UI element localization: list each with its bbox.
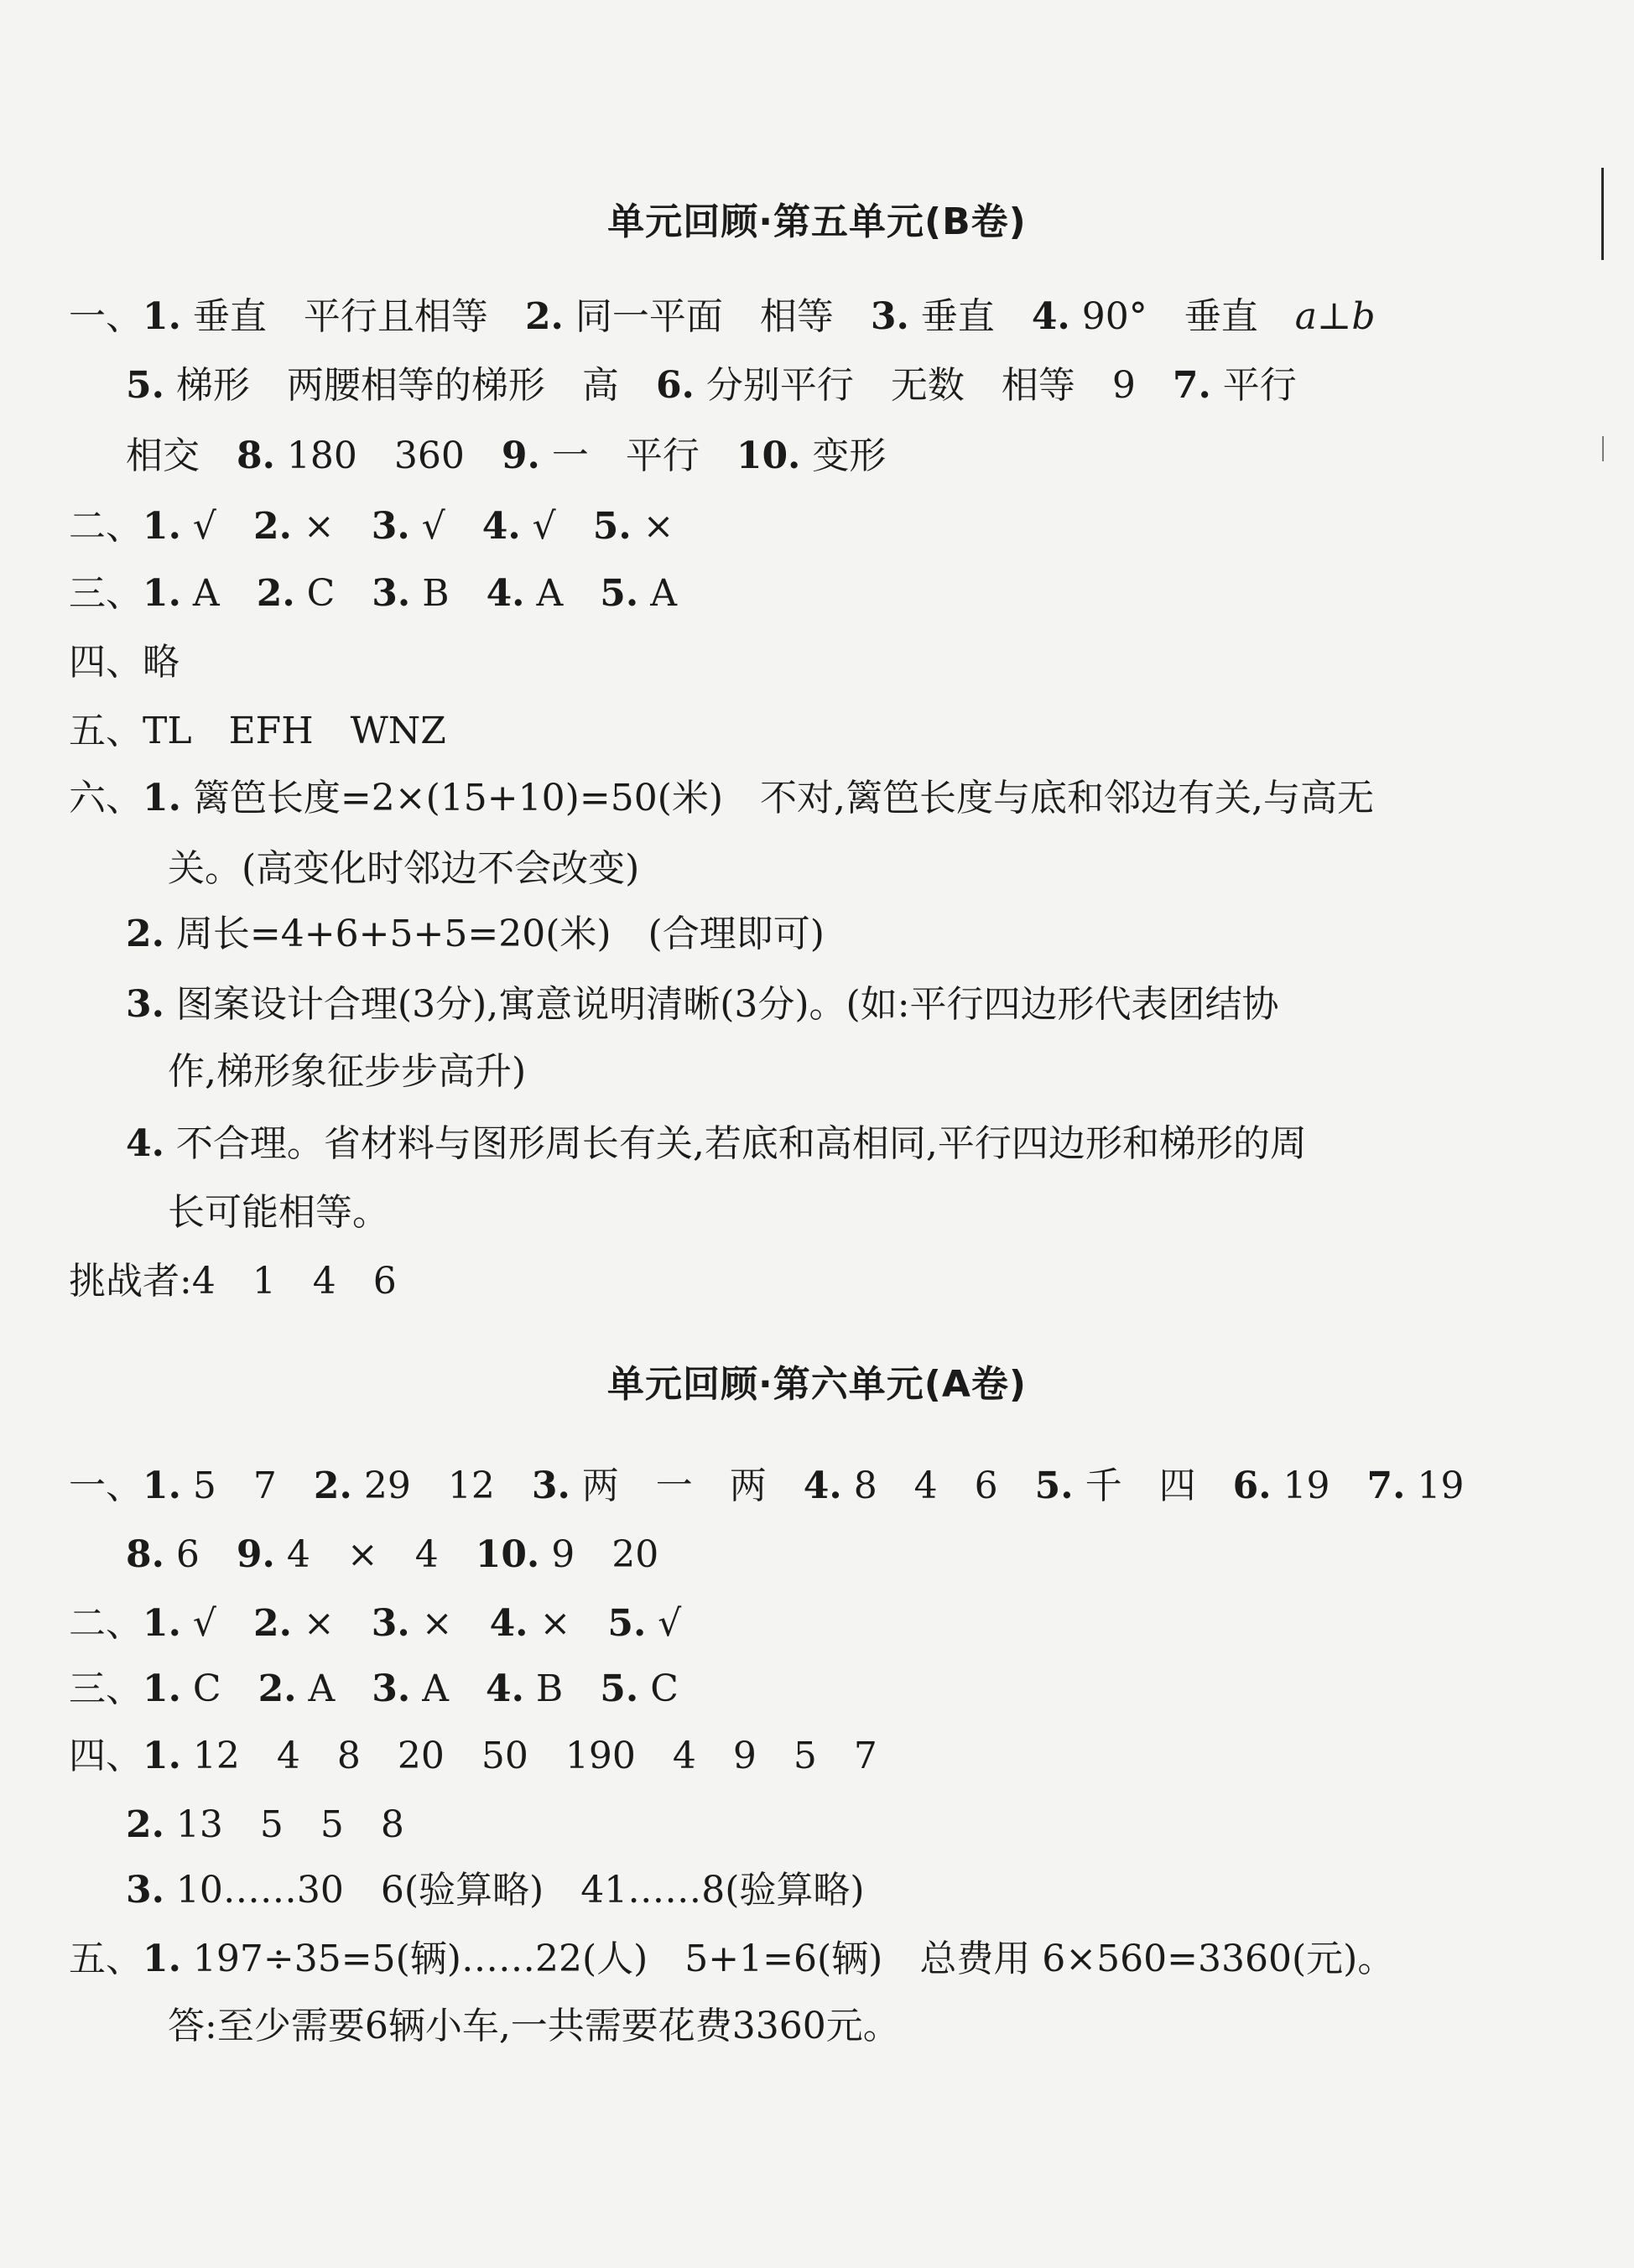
answer-text: 9 20 [539,1533,659,1576]
answer-text: C [638,1667,679,1710]
question-number: 4. [481,505,521,548]
answer-text: 不合理。省材料与图形周长有关,若底和高相同,平行四边形和梯形的周 [164,1122,1307,1165]
answer-text: × [291,505,372,548]
answer-text: × [409,1602,490,1645]
answer-text: 关。(高变化时邻边不会改变) [168,847,640,890]
answer-text: 变形 [800,434,887,477]
question-number: 3. [372,572,411,615]
question-number: 1. [143,1938,181,1980]
answer-line [126,362,1297,409]
answer-line [168,1189,389,1236]
answer-text: √ [520,505,593,548]
answer-text: 周长=4+6+5+5=20(米) (合理即可) [164,913,825,955]
answer-line [168,1048,526,1095]
question-number: 3. [371,505,410,548]
answer-line [126,1532,658,1579]
answer-text: 篱笆长度=2×(15+10)=50(米) 不对,篱笆长度与底和邻边有关,与高无 [180,777,1374,819]
question-number: 1. [143,1667,181,1710]
answer-line [69,1463,1464,1510]
answer-line [69,1733,877,1780]
question-number: 2. [126,913,164,955]
question-number: 2. [252,505,292,548]
answer-line [69,775,1374,822]
answer-text: 五、 [69,1938,143,1980]
question-number: 4. [486,572,525,615]
question-number: 4. [126,1122,164,1165]
question-number: 2. [252,1602,292,1645]
answer-text: 19 [1271,1464,1367,1507]
scan-edge-mark [1602,436,1604,461]
answer-text: 197÷35=5(辆)……22(人) 5+1=6(辆) 总费用 6×560=3360(元)。 [180,1938,1395,1980]
answer-text: 一、 [69,1464,143,1507]
answer-line [69,570,677,617]
unit6a-title: 单元回顾·第六单元(A卷) [607,1363,1027,1406]
question-number: 9. [236,1533,275,1576]
question-number: 2. [313,1464,352,1507]
answer-line [126,911,825,958]
answer-text: C [180,1667,258,1710]
question-number: 4. [1031,295,1070,338]
answer-text: 13 5 5 8 [164,1803,404,1846]
answer-text: 千 四 [1073,1464,1233,1507]
answer-text: 图案设计合理(3分),寓意说明清晰(3分)。(如:平行四边形代表团结协 [164,983,1279,1026]
question-number: 2. [524,295,564,338]
question-number: 1. [143,777,181,819]
answer-text: × [528,1602,608,1645]
answer-text: √ [180,505,253,548]
answer-text: 长可能相等。 [168,1191,389,1234]
answer-line [126,981,1279,1028]
answer-line [168,845,639,892]
answer-text: B [410,572,487,615]
question-number: 7. [1172,364,1211,407]
question-number: 5. [600,1667,639,1710]
answer-line [126,433,886,480]
question-number: 4. [486,1667,524,1710]
answer-text: 三、 [69,1667,143,1710]
answer-text: 19 [1405,1464,1465,1507]
answer-text: 梯形 两腰相等的梯形 高 [164,364,656,407]
answer-text: √ [409,505,482,548]
question-number: 1. [143,572,181,615]
answer-text: A [410,1667,486,1710]
answer-text: 12 4 8 20 50 190 4 9 5 7 [180,1735,877,1777]
answer-text: 一 平行 [539,434,736,477]
answer-text: 挑战者:4 1 4 6 [69,1260,397,1303]
question-number: 1. [143,1602,181,1645]
question-number: 4. [489,1602,528,1645]
answer-text: 四、略 [69,641,180,684]
question-number: 3. [126,983,164,1026]
question-number: 2. [126,1803,164,1846]
question-number: 2. [258,1667,297,1710]
question-number: 4. [803,1464,842,1507]
question-number: 5. [592,505,632,548]
answer-text: 一、 [69,295,143,338]
answer-text: 二、 [69,1602,143,1645]
answer-text: 垂直 平行且相等 [180,295,525,338]
answer-text: 90° 垂直 [1069,295,1295,338]
question-number: 5. [607,1602,647,1645]
answer-line [69,1666,679,1713]
question-number: 1. [143,295,181,338]
answer-text: 两 一 两 [570,1464,804,1507]
answer-text: 同一平面 相等 [563,295,871,338]
answer-text: 垂直 [908,295,1032,338]
question-number: 1. [143,505,181,548]
answer-text: A [638,572,677,615]
answer-text: ⊥ [1316,295,1352,338]
answer-line [69,1258,397,1305]
answer-text: 三、 [69,572,143,615]
answer-text: 180 360 [274,434,502,477]
answer-text: 平行 [1210,364,1297,407]
unit5b-title: 单元回顾·第五单元(B卷) [607,200,1027,243]
question-number: 3. [126,1869,164,1912]
answer-text: 四、 [69,1735,143,1777]
question-number: 10. [475,1533,540,1576]
answer-line [69,708,446,755]
answer-line [126,1867,865,1914]
answer-text: 二、 [69,505,143,548]
answer-text: √ [646,1602,682,1645]
answer-line [69,639,180,686]
answer-text: 8 4 6 [841,1464,1035,1507]
answer-text: A [180,572,257,615]
question-number: 9. [501,434,540,477]
answer-line [69,503,674,550]
question-number: 5. [600,572,639,615]
answer-text: 5 7 [180,1464,314,1507]
answer-text: A [296,1667,372,1710]
math-variable: b [1351,295,1376,338]
answer-line [168,2003,900,2050]
answer-text: √ [180,1602,253,1645]
answer-text: 6 [164,1533,237,1576]
question-number: 6. [1232,1464,1272,1507]
answer-text: 相交 [126,434,237,477]
answer-text: 六、 [69,777,143,819]
answer-text: 答:至少需要6辆小车,一共需要花费3360元。 [168,2005,900,2047]
question-number: 1. [143,1464,181,1507]
answer-text: 分别平行 无数 相等 9 [694,364,1173,407]
question-number: 7. [1366,1464,1406,1507]
question-number: 10. [736,434,801,477]
math-variable: a [1294,295,1317,338]
answer-line [69,1936,1394,1983]
answer-text: A [524,572,601,615]
answer-text: B [523,1667,601,1710]
question-number: 3. [870,295,909,338]
answer-text: 作,梯形象征步步高升) [168,1050,527,1093]
question-number: 1. [143,1735,181,1777]
answer-line [126,1121,1307,1168]
answer-line [126,1802,404,1849]
question-number: 8. [237,434,275,477]
answer-text: 4 × 4 [274,1533,476,1576]
question-number: 2. [256,572,295,615]
question-number: 8. [126,1533,164,1576]
answer-text: 五、TL EFH WNZ [69,710,446,752]
answer-text: 10……30 6(验算略) 41……8(验算略) [164,1869,865,1912]
question-number: 5. [1034,1464,1074,1507]
answer-text: C [294,572,372,615]
question-number: 3. [371,1602,410,1645]
answer-text: × [291,1602,372,1645]
answer-line [69,294,1376,341]
question-number: 3. [531,1464,570,1507]
answer-text: 29 12 [351,1464,532,1507]
answer-text: × [631,505,674,548]
answer-line [69,1600,681,1647]
scan-edge-mark [1601,168,1604,260]
question-number: 6. [655,364,695,407]
question-number: 3. [372,1667,411,1710]
question-number: 5. [126,364,164,407]
